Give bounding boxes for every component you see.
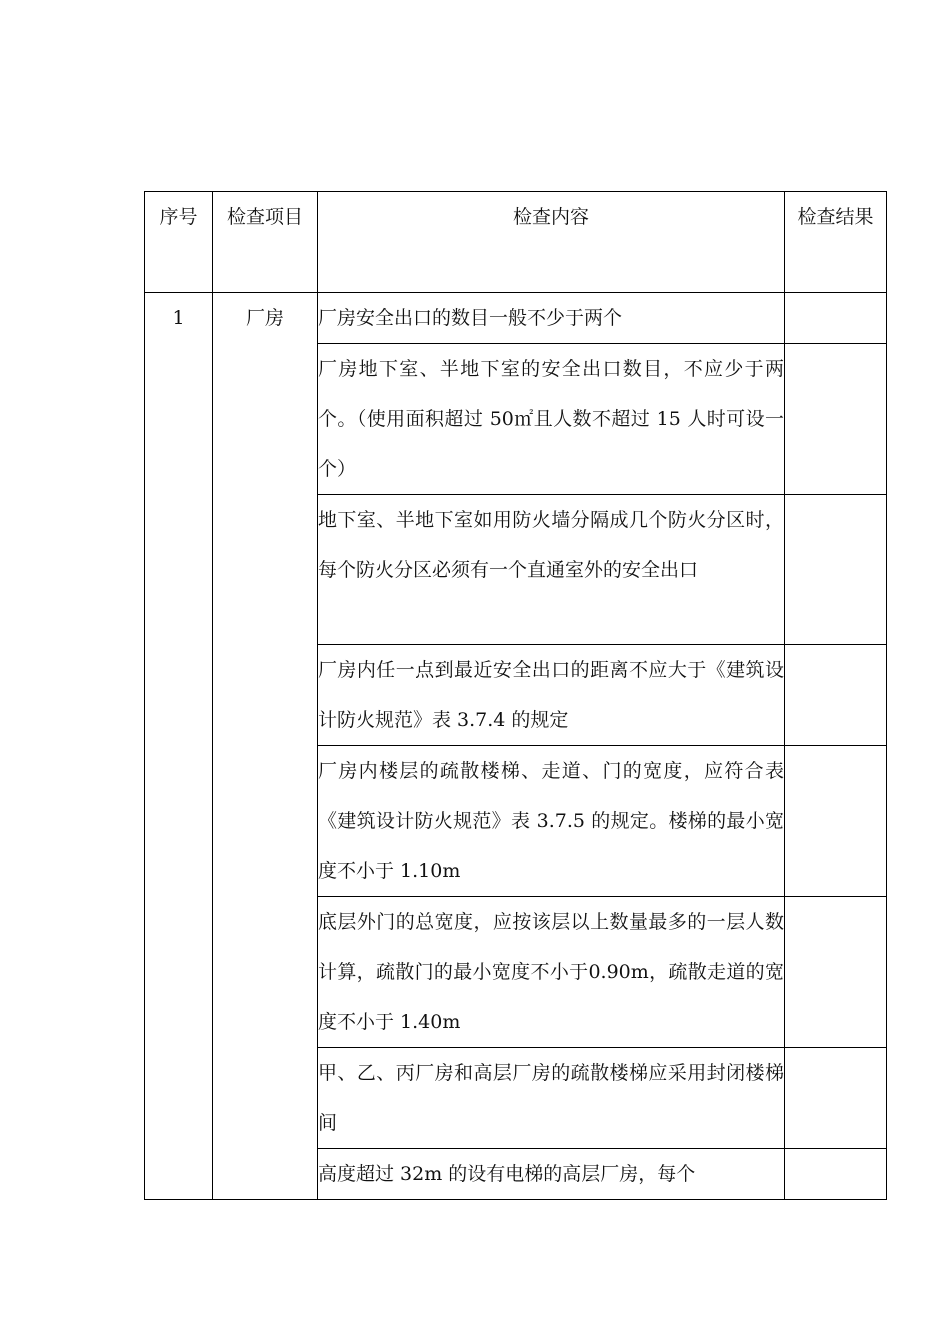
header-result: 检查结果 bbox=[785, 192, 887, 293]
result-cell[interactable] bbox=[785, 1149, 887, 1200]
result-cell[interactable] bbox=[785, 645, 887, 746]
result-cell[interactable] bbox=[785, 1048, 887, 1149]
item-cell: 厂房 bbox=[213, 293, 318, 1200]
header-seq: 序号 bbox=[145, 192, 213, 293]
inspection-table bbox=[144, 191, 887, 1200]
table-header-row bbox=[145, 192, 887, 293]
result-cell[interactable] bbox=[785, 344, 887, 495]
content-cell: 底层外门的总宽度，应按该层以上数量最多的一层人数计算，疏散门的最小宽度不小于0.90m，疏散走道的宽度不小于 1.40m bbox=[318, 897, 785, 1048]
result-cell[interactable] bbox=[785, 495, 887, 645]
content-cell: 厂房地下室、半地下室的安全出口数目，不应少于两个。（使用面积超过 50㎡且人数不超过 15 人时可设一个） bbox=[318, 344, 785, 495]
content-cell: 厂房内楼层的疏散楼梯、走道、门的宽度，应符合表《建筑设计防火规范》表 3.7.5 的规定。楼梯的最小宽度不小于 1.10m bbox=[318, 746, 785, 897]
table-row bbox=[145, 293, 887, 344]
result-cell[interactable] bbox=[785, 897, 887, 1048]
content-cell: 高度超过 32m 的设有电梯的高层厂房，每个 bbox=[318, 1149, 785, 1200]
content-cell: 厂房安全出口的数目一般不少于两个 bbox=[318, 293, 785, 344]
content-cell: 地下室、半地下室如用防火墙分隔成几个防火分区时，每个防火分区必须有一个直通室外的安全出口 bbox=[318, 495, 785, 645]
seq-cell: 1 bbox=[145, 293, 213, 1200]
header-content: 检查内容 bbox=[318, 192, 785, 293]
result-cell[interactable] bbox=[785, 746, 887, 897]
header-item: 检查项目 bbox=[213, 192, 318, 293]
result-cell[interactable] bbox=[785, 293, 887, 344]
content-cell: 甲、乙、丙厂房和高层厂房的疏散楼梯应采用封闭楼梯间 bbox=[318, 1048, 785, 1149]
content-cell: 厂房内任一点到最近安全出口的距离不应大于《建筑设计防火规范》表 3.7.4 的规定 bbox=[318, 645, 785, 746]
